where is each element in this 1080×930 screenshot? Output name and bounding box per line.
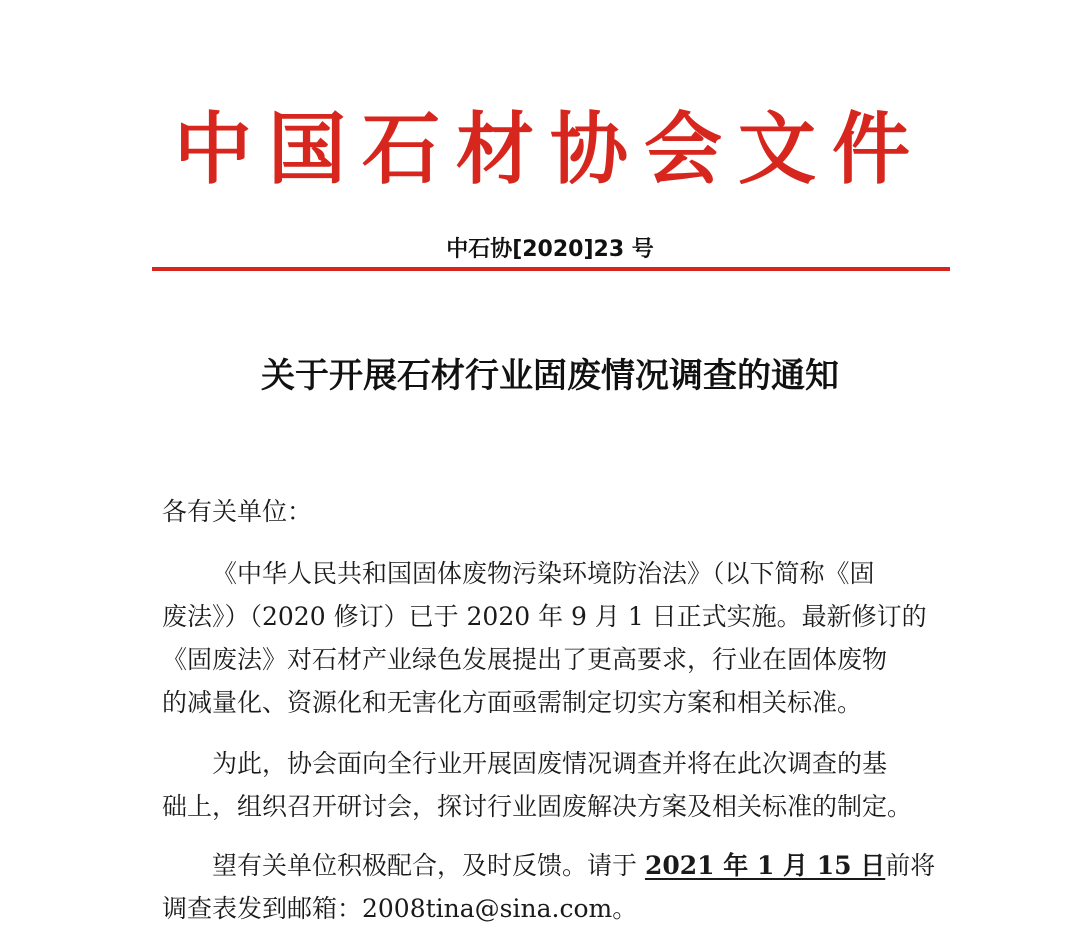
paragraph-3-text-before: 望有关单位积极配合，及时反馈。请于 (212, 851, 645, 880)
paragraph-3-line-2: 调查表发到邮箱：2008tina@sina.com。 (162, 894, 638, 923)
paragraph-1-line-2: 废法》）（2020 修订）已于 2020 年 9 月 1 日正式实施。最新修订的 (162, 602, 927, 631)
salutation: 各有关单位： (162, 497, 313, 526)
paragraph-3 (162, 844, 952, 930)
document-number: 中石协[2020]23 号 (446, 237, 654, 262)
paragraph-1-line-1: 《中华人民共和国固体废物污染环境防治法》（以下简称《固 (212, 559, 875, 588)
paragraph-1-line-3: 《固废法》对石材产业绿色发展提出了更高要求，行业在固体废物 (162, 645, 888, 674)
paragraph-2-line-1: 为此，协会面向全行业开展固废情况调查并将在此次调查的基 (212, 749, 888, 778)
notice-title: 关于开展石材行业固废情况调查的通知 (261, 356, 839, 396)
paragraph-3-line-1 (162, 844, 952, 887)
org-title: 中国石材协会文件 (173, 104, 926, 195)
paragraph-1 (162, 552, 952, 724)
red-divider (152, 267, 950, 271)
paragraph-2-line-2: 础上，组织召开研讨会，探讨行业固废解决方案及相关标准的制定。 (162, 792, 913, 821)
deadline-date: 2021 年 1 月 15 日 (644, 851, 886, 880)
paragraph-2 (162, 742, 952, 828)
paragraph-3-text-after: 前将 (885, 851, 936, 880)
paragraph-1-line-4: 的减量化、资源化和无害化方面亟需制定切实方案和相关标准。 (162, 688, 863, 717)
